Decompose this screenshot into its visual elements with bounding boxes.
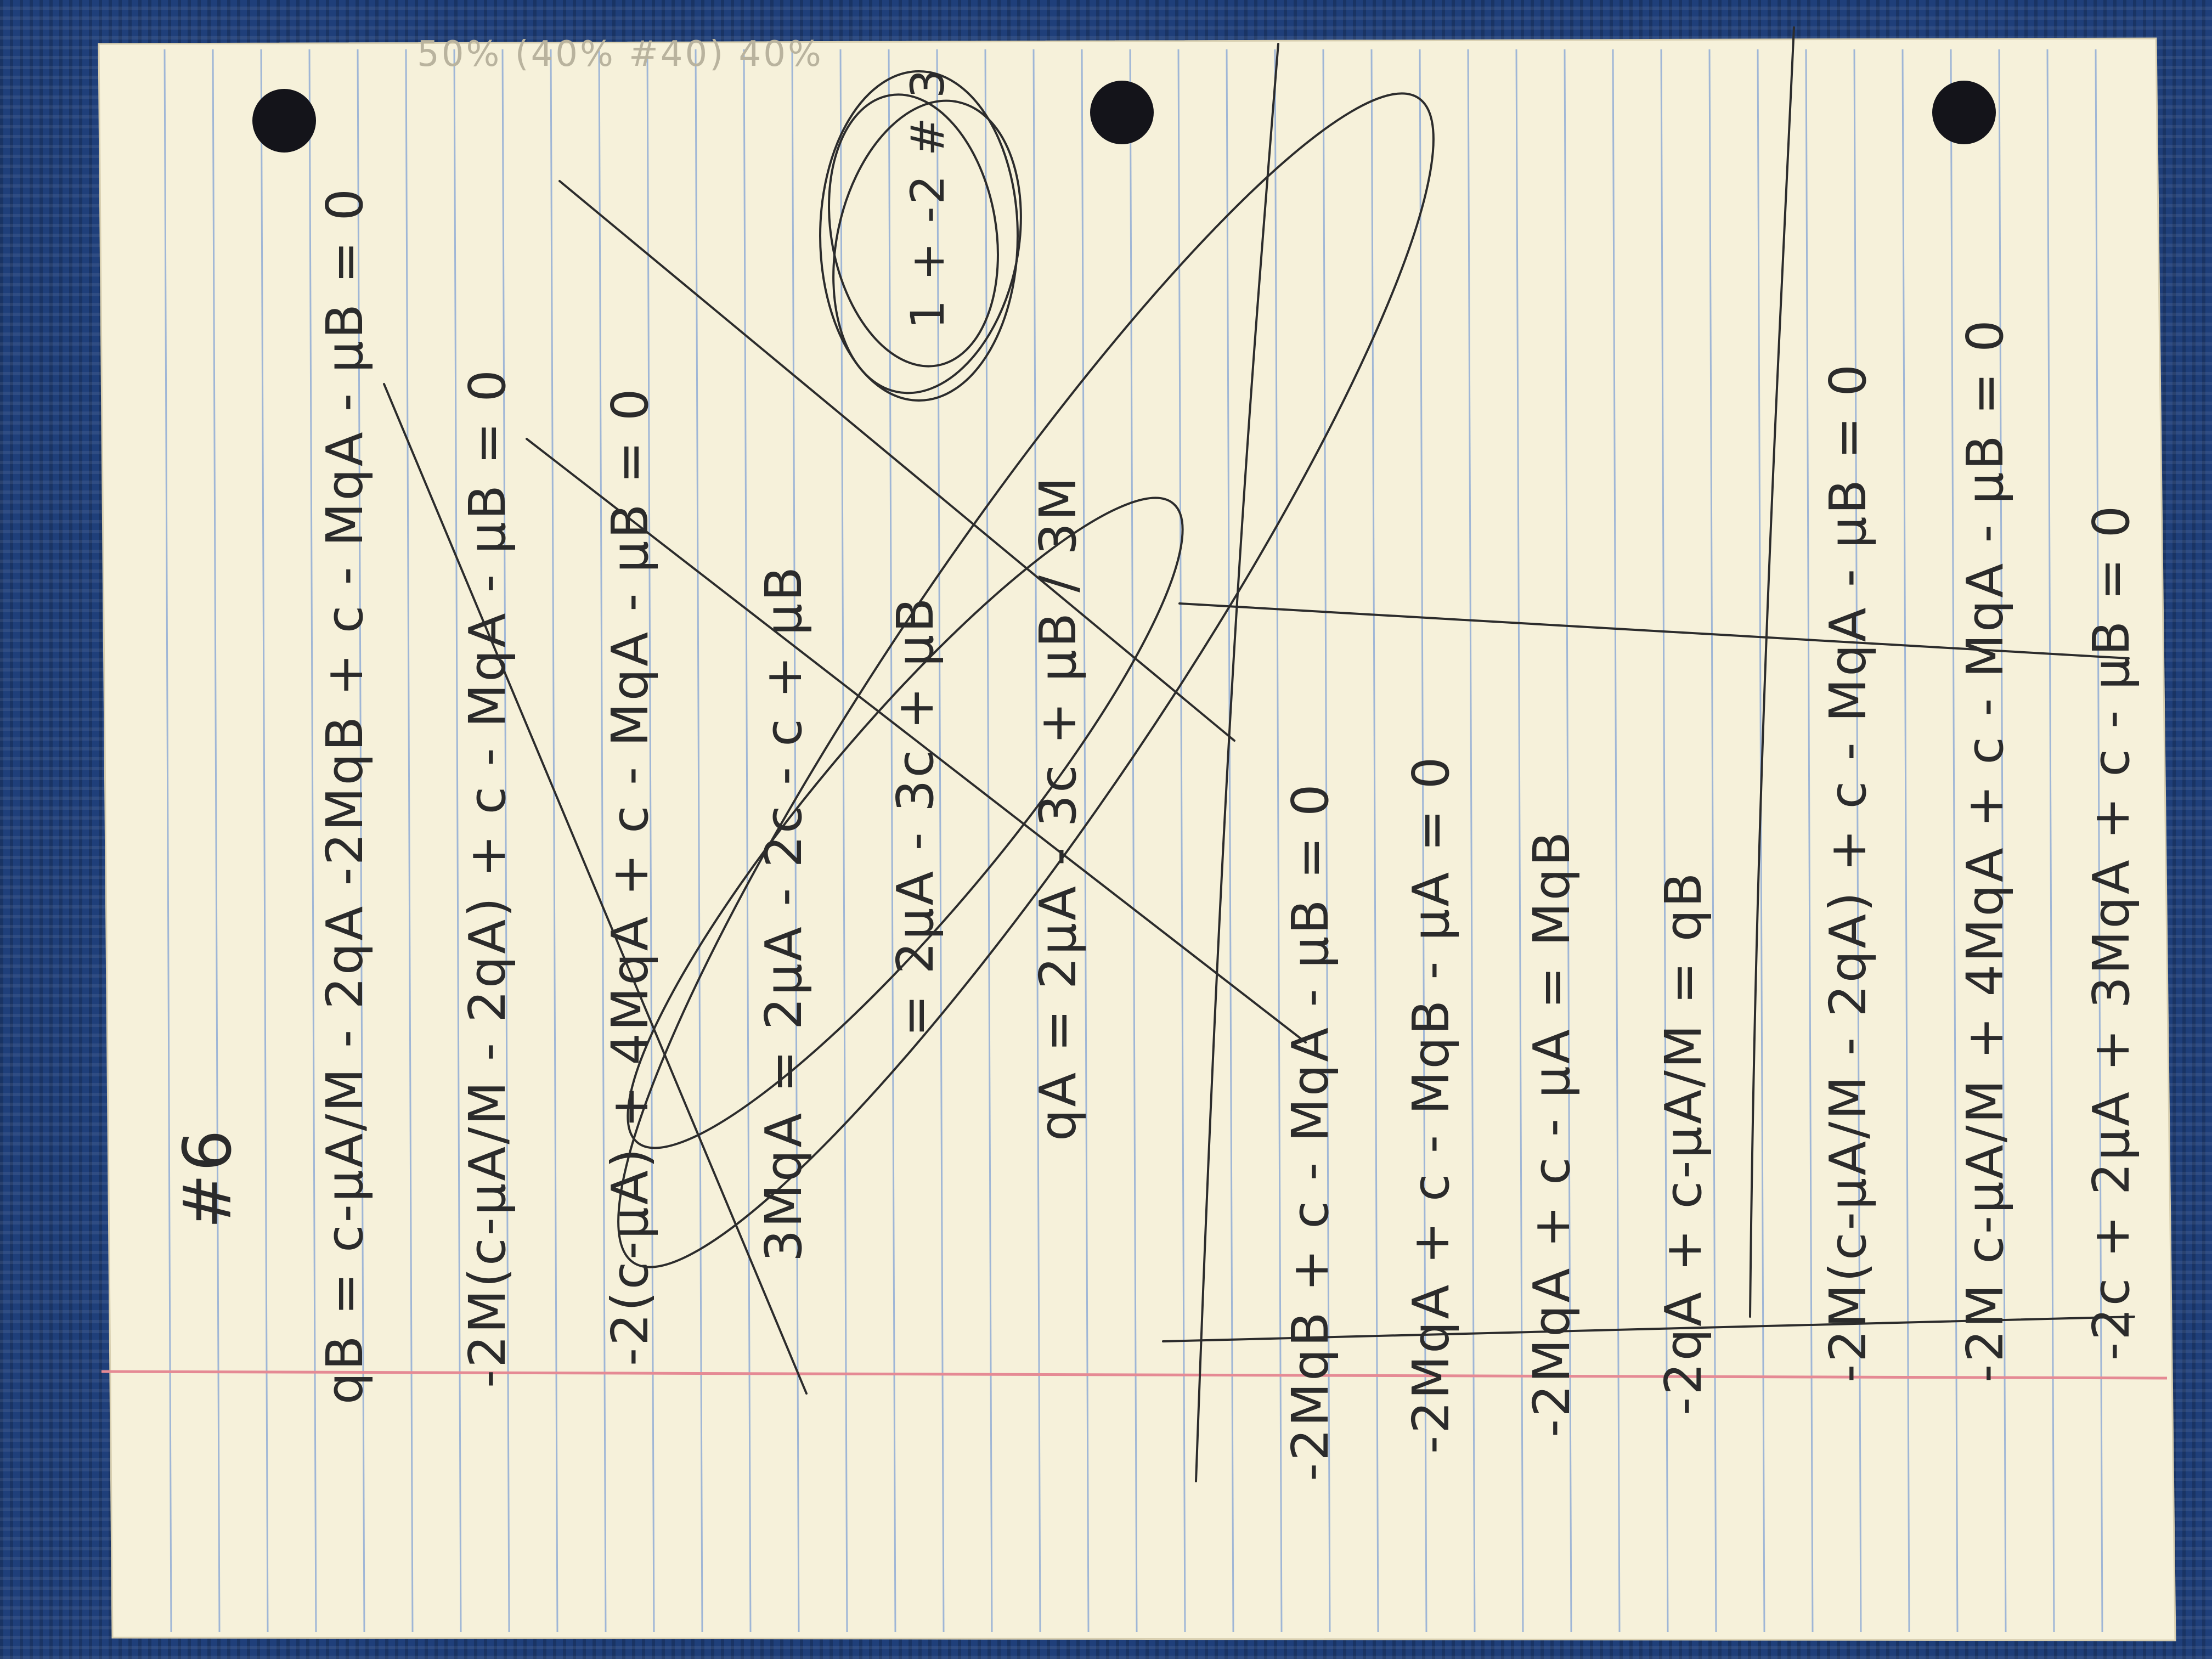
lower-equation-3: -2MqA + c - μA = MqB [1522, 829, 1581, 1437]
punch-hole [1090, 81, 1154, 144]
upper-equation-5: = 2μA - 3c + μB [886, 595, 945, 1037]
lower-equation-1: -2MqB + c - MqA - μB = 0 [1281, 782, 1340, 1481]
lower-equation-5: -2M(c-μA/M - 2qA) + c - MqA - μB = 0 [1819, 362, 1877, 1383]
upper-equation-4: 3MqA = 2μA - 2c - c + μB [754, 564, 813, 1262]
faint-header-text: 50% (40% #40) 40% [417, 34, 823, 75]
upper-equation-1: qB = c-μA/M - 2qA -2MqB + c - MqA - μB = 0 [315, 186, 374, 1404]
punch-hole [1932, 81, 1996, 144]
lower-equation-4: -2qA + c-μA/M = qB [1654, 870, 1713, 1415]
punch-hole [252, 89, 316, 153]
circled-note-text: 1 + -2 # 3 [901, 66, 955, 329]
upper-equation-3: -2(c-μA) + 4MqA + c - MqA - μB = 0 [601, 386, 659, 1366]
lower-equation-7: -2c + 2μA + 3MqA + c - μB = 0 [2082, 503, 2141, 1361]
problem-number: #6 [170, 1127, 246, 1229]
upper-equation-6: qA = 2μA - 3c + μB / 3M [1029, 475, 1087, 1141]
lower-equation-6: -2M c-μA/M + 4MqA + c - MqA - μB = 0 [1956, 318, 2015, 1383]
upper-equation-2: -2M(c-μA/M - 2qA) + c - MqA - μB = 0 [458, 367, 517, 1388]
lower-equation-2: -2MqA + c - MqB - μA = 0 [1402, 754, 1460, 1454]
